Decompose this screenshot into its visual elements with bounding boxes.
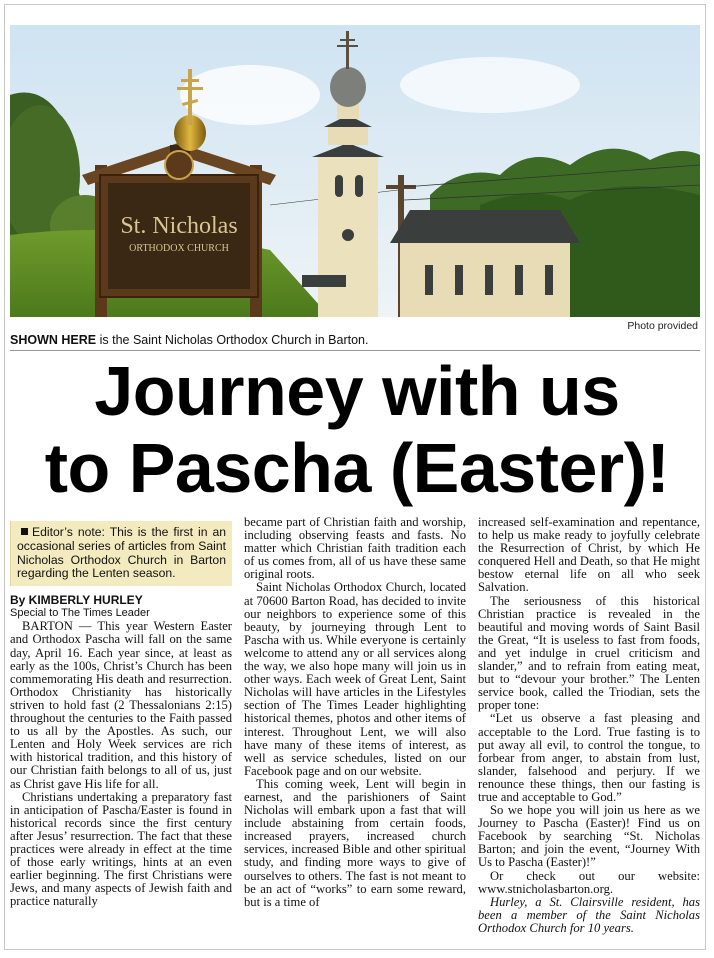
photo-credit: Photo provided	[627, 320, 698, 332]
paragraph: This coming week, Lent will begin in earnest, and the parishioners of Saint Nicholas will embark upon a fast that will include abstaining from certain foods, increased prayers, increased church services, increased Bible and other spiritual study, and finding more ways to give of ourselves to others. The fast is not meant to be an act of “works” to earn some reward, but is a time of	[244, 776, 466, 909]
headline	[0, 352, 714, 506]
paragraph: BARTON — This year Western Easter and Orthodox Pascha will fall on the same day, April 16. Each year since, at least as early as the 100s, Christ’s Church has been commemorating His death and resurrection. Orthodox Christianity has historically striven to hold fast (2 Thessalonians 2:15) throughout the centuries to the Faith passed to us all by the Apostles. As such, our Lenten and Holy Week services are rich with historical tradition, and this history of our Christian faith belongs to all of us, just as Christ gave His life for all.	[10, 619, 232, 791]
paragraph: became part of Christian faith and worship, including observing feasts and fasts. No matter which Christian faith tradition each of us comes from, all of us have these same original roots.	[244, 515, 466, 582]
sign-subtitle: ORTHODOX CHURCH	[129, 243, 229, 254]
byline-affiliation: Special to The Times Leader	[10, 607, 150, 620]
bullet-square-icon	[21, 528, 28, 535]
article-column-2	[244, 516, 466, 909]
paragraph: Christians undertaking a preparatory fast in anticipation of Pascha/Easter is found in historical records since the first century after Jesus’ resurrection. The fact that these practices were already in effect at the time of those early writings, hints at an even earlier beginning. The first Christians were Jews, and many aspects of Jewish faith and practice naturally	[10, 789, 232, 909]
editor-note	[10, 521, 232, 586]
caption-lead: SHOWN HERE	[10, 333, 97, 347]
paragraph: So we hope you will join us here as we Journey to Pascha (Easter)! Find us on Facebook by searching “St. Nicholas Barton; and join the event, “Journey With Us to Pascha (Easter)!”	[478, 803, 700, 870]
byline-author: By KIMBERLY HURLEY	[10, 593, 143, 608]
article-column-1	[10, 516, 232, 908]
church-photo	[10, 25, 700, 317]
headline-line-2: to Pascha (Easter)!	[44, 429, 670, 507]
paragraph: Saint Nicholas Orthodox Church, located at 70600 Barton Road, has decided to invite our neighbors to experience some of this beauty, by journeying through Lent to Pascha with us. While everyone is certainly welcome to attend any or all services along the way, we also hope many will join us in other ways. Each week of Great Lent, Saint Nicholas will have articles in the Lifestyles section of The Times Leader highlighting historical themes, photos and other items of interest. Throughout Lent, we will also have many of these items of interest, as well as service schedules, listed on our Facebook page and on our website.	[244, 580, 466, 778]
article-column-3	[478, 516, 700, 935]
photo-caption	[10, 333, 368, 347]
author-bio: Hurley, a St. Clairsville resident, has been a member of the Saint Nicholas Orthodox Church for 10 years.	[478, 894, 700, 935]
caption-divider	[10, 350, 700, 351]
headline-line-1: Journey with us	[94, 352, 620, 430]
editor-note-text: Editor’s note: This is the first in an occasional series of articles from Saint Nicholas Orthodox Church in Barton regarding the Lenten season.	[17, 525, 226, 581]
paragraph: increased self-examination and repentance, to help us make ready to joyfully celebrate the Resurrection of Christ, by which He conquered Hell and Death, so that He might bestow eternal life on all who seek Salvation.	[478, 515, 700, 595]
caption-text: is the Saint Nicholas Orthodox Church in Barton.	[96, 333, 369, 347]
sign-name: St. Nicholas	[120, 213, 238, 239]
website-paragraph: Or check out our website: www.stnicholasbarton.org.	[478, 868, 700, 896]
paragraph: The seriousness of this historical Christian practice is revealed in the beautiful and moving words of Saint Basil the Great, “It is useless to fast from foods, and yet indulge in cruel criticism and slander,” and to refrain from eating meat, but to “devour your brother.” The Lenten service book, called the Triodian, sets the proper tone:	[478, 593, 700, 713]
quote-paragraph: “Let us observe a fast pleasing and acceptable to the Lord. True fasting is to put away all evil, to control the tongue, to forbear from anger, to abstain from lust, slander, falsehood and perjury. If we renounce these things, then our fasting is true and acceptable to God.”	[478, 711, 700, 804]
